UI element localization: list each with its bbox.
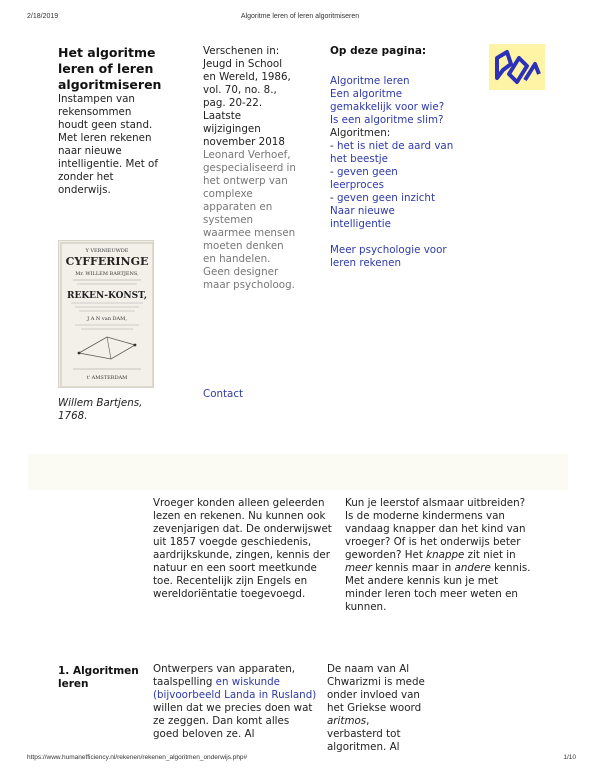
intro-text: Instampen van rekensommen houdt geen stand. Met leren rekenen naar nieuwe intelligentie. Met of zonder het onderwijs. (58, 93, 158, 196)
intro-paragraph-1 (153, 497, 338, 601)
toc-link-algoritme-leren[interactable]: Algoritme leren (330, 75, 410, 87)
toc-heading: Op deze pagina: (330, 45, 427, 57)
toc-dash: - (330, 140, 337, 152)
para2-part: Kun je leerstof alsmaar uitbreiden? Is de moderne kindermens van vandaag knapper dan het kind van vroeger? Of is het onderwijs beter geworden? Het (345, 497, 526, 561)
landa-link[interactable]: en wiskunde (bijvoorbeeld Landa in Rusland) (153, 676, 317, 701)
bartjens-book-image (58, 240, 154, 388)
toc-link-leerproces[interactable]: geven geen leerproces (330, 166, 398, 191)
para2-part: zit niet in (464, 549, 516, 561)
print-page-number: 1/10 (563, 754, 576, 761)
section-band (28, 454, 568, 490)
book-cover-graphic (59, 241, 154, 388)
print-date: 2/18/2019 (27, 13, 59, 20)
toc-link-gemakkelijk[interactable]: Een algoritme gemakkelijk voor wie? (330, 88, 445, 113)
section1-col1-text (153, 663, 318, 741)
section1-em: aritmos (327, 715, 367, 727)
intro-paragraph-2 (345, 497, 535, 614)
para2-em: knappe (426, 549, 465, 561)
section1-part: Ontwerpers van apparaten, taalspelling (153, 663, 296, 688)
book-line-3: Mr. WILLEM BARTJENS, (75, 271, 139, 277)
author-info: Leonard Verhoef, gespecialiseerd in het ontwerp van complexe apparaten en systemen waarmee mensen moeten denken en handelen. Geen designer maar psycholoog. (203, 149, 296, 291)
para2-text (345, 497, 535, 614)
toc-link-inzicht[interactable]: geven geen inzicht (337, 192, 435, 204)
book-line-6: t' AMSTERDAM (86, 375, 128, 381)
book-line-4: REKEN-KONST, (67, 291, 147, 301)
logo-mark-icon (489, 44, 545, 90)
publication-info: Verschenen in: Jeugd in School en Wereld, 1986, vol. 70, no. 8., pag. 20-22. Laatste wijzigingen november 2018 (203, 45, 291, 148)
site-logo[interactable] (489, 44, 545, 90)
toc-dash: - (330, 166, 337, 178)
toc-link-slim[interactable]: Is een algoritme slim? (330, 114, 444, 126)
section-1-col-2 (327, 663, 425, 754)
section1-part: willen dat we precies doen wat ze zeggen. Dan komt alles goed beloven ze. Al (153, 702, 313, 740)
para2-part: kennis maar in (371, 562, 455, 574)
print-url: https://www.humanefficiency.nl/rekenen/rekenen_algoritmen_onderwijs.php# (27, 754, 248, 761)
section1-part: , verbasterd tot algoritmen. Al (327, 715, 401, 753)
book-line-1: Y VERNIEUWDE (85, 248, 129, 254)
toc-link-aard[interactable]: het is niet de aard van het beestje (330, 140, 454, 165)
image-caption: Willem Bartjens, 1768. (58, 397, 143, 422)
para2-part: kennis. Met andere kennis kun je met minder leren toch meer weten en kunnen. (345, 562, 531, 613)
section-1-col-1 (153, 663, 318, 741)
left-column (58, 45, 162, 197)
section1-part: De naam van Al Chwarizmi is mede onder invloed van het Griekse woord (327, 663, 425, 714)
para2-em: andere (454, 562, 491, 574)
toc-dash: - (330, 192, 337, 204)
print-title: Algoritme leren of leren algoritmiseren (240, 13, 360, 20)
middle-column (203, 45, 298, 292)
book-line-5: J A N van DAM, (87, 316, 127, 322)
para2-em: meer (345, 562, 372, 574)
toc (330, 45, 455, 270)
para1-text: Vroeger konden alleen geleerden lezen en rekenen. Nu kunnen ook zevenjarigen dat. De onderwijswet uit 1857 voegde geschiedenis, aardrijkskunde, zingen, kennis der natuur en een soort meetkunde toe. Recentelijk zijn Engels en wereldoriëntatie toegevoegd. (153, 497, 332, 600)
page-title: Het algoritme leren of leren algoritmiseren (58, 45, 162, 92)
contact-link[interactable]: Contact (203, 388, 244, 400)
toc-subheading: Algoritmen: (330, 127, 391, 139)
section-1-title: 1. Algoritmen leren (58, 665, 139, 690)
section1-col2-text (327, 663, 425, 754)
toc-link-meer-psychologie[interactable]: Meer psychologie voor leren rekenen (330, 244, 447, 269)
book-line-2: CYFFERINGE (65, 255, 149, 268)
toc-link-intelligentie[interactable]: Naar nieuwe intelligentie (330, 205, 395, 230)
